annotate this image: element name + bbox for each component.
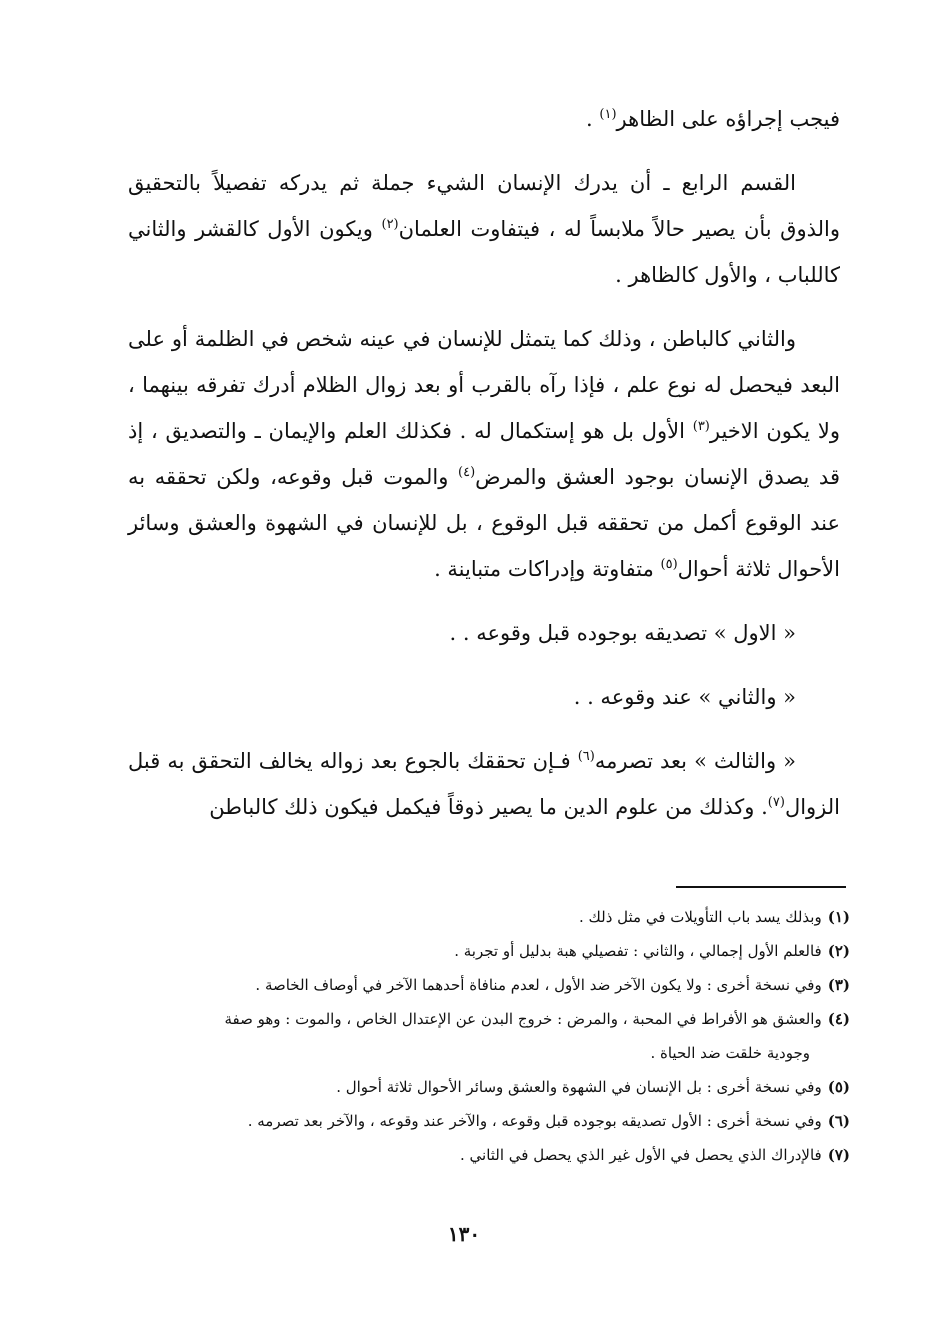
footnote-1 [150, 900, 850, 934]
paragraph-6 [128, 738, 840, 830]
footnote-number: (٥) [827, 1078, 850, 1096]
footnote-text: وفي نسخة أخرى : الأول تصديقه بوجوده قبل وقوعه ، والآخر عند وقوعه ، والآخر بعد تصرمه . [247, 1112, 822, 1130]
page-number: ١٣٠ [447, 1222, 481, 1246]
footnote-ref-7: (٧) [767, 795, 785, 810]
paragraph-4: « الاول » تصديقه بوجوده قبل وقوعه . . [449, 621, 796, 645]
paragraph-3-text-d: متفاوتة وإدراكات متباينة . [434, 557, 661, 581]
paragraph-1-text: فيجب إجراؤه على الظاهر [616, 107, 840, 131]
footnote-number: (٢) [827, 942, 850, 960]
footnote-number: (٧) [827, 1146, 850, 1164]
main-text [128, 96, 840, 830]
footnote-ref-3: (٣) [692, 419, 710, 434]
footnote-text: وبذلك يسد باب التأويلات في مثل ذلك . [578, 908, 822, 926]
footnote-text: فالإدراك الذي يحصل في الأول غير الذي يحصل في الثاني . [459, 1146, 822, 1164]
footnote-number: (٤) [827, 1010, 850, 1028]
footnote-4-continuation: وجودية خلقت ضد الحياة . [650, 1044, 810, 1062]
footnote-2 [150, 934, 850, 968]
paragraph-1-end: . [586, 107, 600, 131]
footnote-ref-6: (٦) [577, 749, 595, 764]
footnote-ref-2: (٢) [381, 217, 399, 232]
paragraph-3-text-c: والموت قبل وقوعه، ولكن تحققه به عند الوقوع أكمل من تحققه قبل الوقوع ، بل للإنسان في الشهوة والعشق وسائر الأحوال ثلاثة أحوال [128, 465, 840, 581]
paragraph-5: « والثاني » عند وقوعه . . [573, 685, 796, 709]
footnote-text: وفي نسخة أخرى : بل الإنسان في الشهوة والعشق وسائر الأحوال ثلاثة أحوال . [336, 1078, 822, 1096]
paragraph-3 [128, 316, 840, 592]
paragraph-6-text-b: فـإن تحققك بالجوع بعد زواله يخالف التحقق به قبل الزوال [128, 749, 840, 819]
paragraph-2 [128, 160, 840, 298]
footnote-number: (١) [827, 908, 850, 926]
footnote-ref-1: (١) [599, 107, 617, 122]
footnote-text: وفي نسخة أخرى : ولا يكون الآخر ضد الأول ، لعدم منافاة أحدهما الآخر في أوصاف الخاصة . [255, 976, 822, 994]
footnote-7 [150, 1138, 850, 1172]
footnote-ref-4: (٤) [458, 465, 476, 480]
paragraph-3-text-b: الأول بل هو إستكمال له . فكذلك العلم والإيمان ـ والتصديق ، إذ قد يصدق الإنسان بوجود العشق والمرض [128, 419, 840, 489]
paragraph-6-text-c: . وكذلك من علوم الدين ما يصير ذوقاً فيكمل فيكون ذلك كالباطن [209, 795, 768, 819]
paragraph-2-text-a: القسم الرابع ـ أن يدرك الإنسان الشيء جملة ثم يدركه تفصيلاً بالتحقيق والذوق بأن يصير حالاً ملابساً له ، فيتفاوت العلمان [128, 171, 840, 241]
footnote-3 [150, 968, 850, 1002]
footnote-ref-5: (٥) [660, 557, 678, 572]
footnote-number: (٣) [827, 976, 850, 994]
footnotes [150, 900, 850, 1172]
paragraph-1 [128, 96, 840, 142]
footnote-6 [150, 1104, 850, 1138]
paragraph-3-text-a: والثاني كالباطن ، وذلك كما يتمثل للإنسان في عينه شخص في الظلمة أو على البعد فيحصل له نوع علم ، فإذا رآه بالقرب أو بعد زوال الظلام أدرك تفرقه بينهما ، ولا يكون الاخير [128, 327, 840, 443]
paragraph-6-text-a: « والثالث » بعد تصرمه [594, 749, 796, 773]
paragraph-2-text-b: ويكون الأول كالقشر والثاني كاللباب ، والأول كالظاهر . [128, 217, 840, 287]
footnote-number: (٦) [827, 1112, 850, 1130]
footnote-text: والعشق هو الأفراط في المحبة ، والمرض : خروج البدن عن الإعتدال الخاص ، والموت : وهو صفة [224, 1010, 822, 1028]
footnote-text: فالعلم الأول إجمالي ، والثاني : تفصيلي هبة بدليل أو تجربة . [454, 942, 822, 960]
footnote-separator [676, 886, 846, 888]
footnote-4 [150, 1002, 850, 1036]
footnote-5 [150, 1070, 850, 1104]
